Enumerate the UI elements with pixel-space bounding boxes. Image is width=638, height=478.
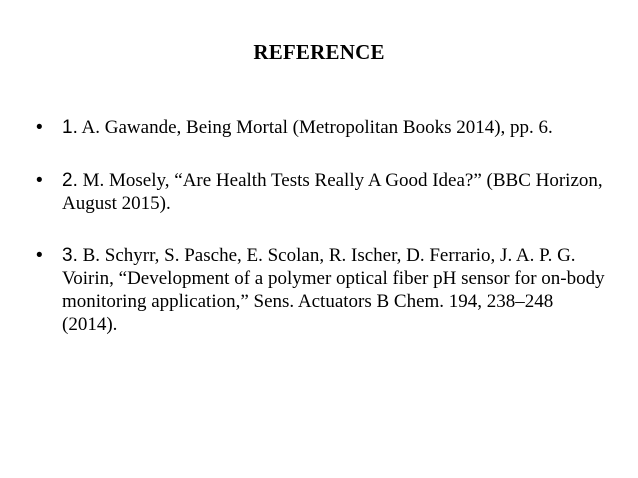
bullet-icon: • [36,117,43,138]
reference-text: B. Schyrr, S. Pasche, E. Scolan, R. Ischer, D. Ferrario, J. A. P. G. Voirin, “Development of a polymer optical fiber pH sensor for on-body monitoring application,” Sens. Actuators B Chem. 194, 238–248 (2014). [62,245,605,335]
reference-item-3 [36,244,606,336]
reference-text: M. Mosely, “Are Health Tests Really A Good Idea?” (BBC Horizon, August 2015). [62,170,603,214]
reference-number: 2. [62,170,78,191]
bullet-icon: • [36,245,43,266]
reference-number: 3. [62,245,78,266]
reference-item-1 [36,116,606,139]
slide-title: REFERENCE [253,40,385,64]
reference-number: 1. [62,117,78,138]
bullet-icon: • [36,170,43,191]
reference-list [36,116,606,366]
reference-text: A. Gawande, Being Mortal (Metropolitan Books 2014), pp. 6. [77,117,553,138]
reference-item-2 [36,169,606,215]
